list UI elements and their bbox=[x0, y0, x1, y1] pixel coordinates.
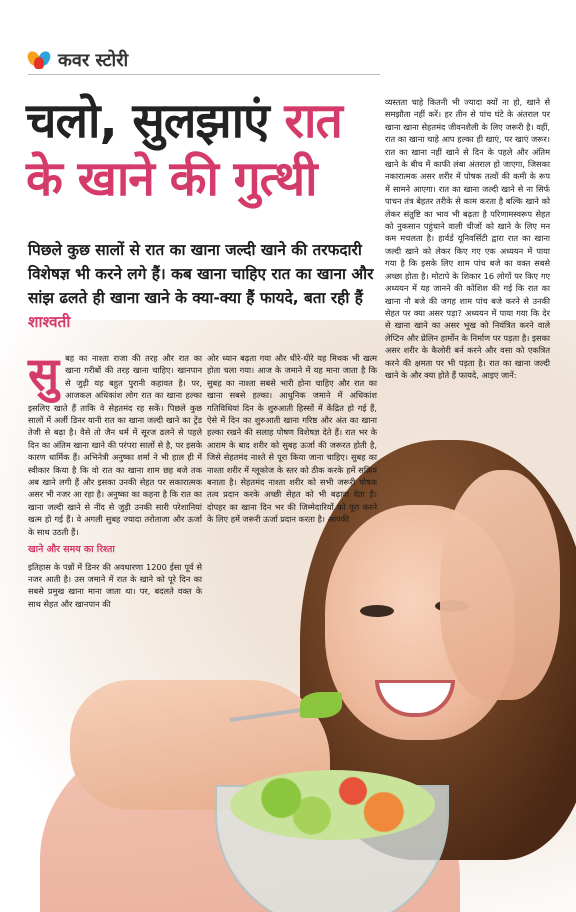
headline-accent: रात bbox=[284, 93, 342, 149]
col3-paragraph-1: व्यस्तता चाहे कितनी भी ज्यादा क्यों ना हो, खाने से समझौता नहीं करें। हर तीन से पांच घंटे के अंतराल पर खाना खाना सेहतमंद जीवनशैली के लिए जरूरी है। वहीं, रात का खाना चाहे आप हल्का ही खाएं, पर खाएं जरूर। रात का खाना नहीं खाने से दिन के पहले और अंतिम खाने के बीच में काफी लंबा अंतराल हो जाएगा, जिसका नकारात्मक असर शरीर में पोषक तत्वों की कमी के रूप में सामने आएगा। रात का खाना जल्दी खाने से ना सिर्फ पाचन तंत्र बेहतर तरीके से काम करता है बल्कि खाने को लेकर संतुष्टि का भाव भी बढ़ता है परिणामस्वरूप सेहत को नुकसान पहुंचाने वाली चीजों को खाने के लिए मन कम मचलता है। हार्वर्ड यूनिवर्सिटी द्वारा रात का खाना जल्दी खाने को लेकर किए गए एक अध्ययन में पाया गया है कि इसके लिए शाम पांच बजे का वक्त सबसे अच्छा होता है। मोटापे के शिकार 16 लोगों पर किए गए अध्ययन में यह जानने की कोशिश की गई कि रात का खाना नौ बजे की जगह शाम पांच बजे करने से उनकी सेहत पर क्या असर पड़ा? अध्ययन में पाया गया कि देर से खाना खाने का असर भूख को नियंत्रित करने वाले लेप्टिन और घ्रेलिन हार्मोन के निर्माण पर पड़ता है। इसका असर शरीर के कैलोरी बर्न करने और वसा को एकत्रित करने की क्षमता पर भी पड़ता है। रात का खाना जल्दी खाने के और क्या होते हैं फायदे, आइए जानें: bbox=[385, 97, 550, 380]
salad-shape bbox=[230, 770, 435, 840]
hand-on-head-shape bbox=[440, 470, 560, 700]
flower-logo-icon bbox=[28, 49, 52, 71]
col2-paragraph-1: ओर ध्यान बढ़ता गया और धीरे-धीरे यह मिथक भी खत्म होता चला गया। आज के जमाने में यह माना जाता है कि सुबह का नाश्ता सबसे भारी होना चाहिए और रात का खाना सबसे हल्का। आधुनिक जमाने में अधिकांश गतिविधियां दिन के शुरुआती हिस्सों में केंद्रित हो गई हैं, ऐसे में दिन का शुरुआती खाना गरिष्ठ और अंत का खाना हल्का रखने की सलाह पोषण विशेषज्ञ देते हैं। रात भर के आराम के बाद शरीर को सुबह ऊर्जा की जरूरत होती है, जिसे सेहतमंद नाश्ते से पूरा किया जाना चाहिए। सुबह का नाश्ता शरीर में ग्लूकोज के स्तर को ठीक करके हमें सक्रिय बनाता है। सेहतमंद नाश्ता शरीर को सभी जरूरी पोषक तत्व प्रदान करके अच्छी सेहत को भी बढ़ावा देता है। दोपहर का खाना दिन भर की जिम्मेदारियों को पूरा करने के लिए हमें जरूरी ऊर्जा प्रदान करता है। आपकी bbox=[207, 353, 377, 525]
deck-text: पिछले कुछ सालों से रात का खाना जल्दी खाने की तरफदारी विशेषज्ञ भी करने लगे हैं। कब खाना चाहिए रात का खाना और सांझ ढलते ही खाना खाने के क्या-क्या हैं फायदे, बता रही हैं bbox=[28, 241, 374, 307]
byline: शाश्वती bbox=[28, 313, 71, 331]
article-column-2 bbox=[207, 352, 377, 528]
col1-paragraph-2: इतिहास के पन्नों में डिनर की अवधारणा 1200 ईसा पूर्व से नजर आती है। उस जमाने में रात के खाने को पूरे दिन का सबसे प्रमुख खाना माना जाता था। पर, बदलते वक्त के साथ सेहत और खानपान की bbox=[28, 561, 202, 609]
headline-line1: चलो, सुलझाएं bbox=[26, 93, 285, 149]
drop-cap: सु bbox=[28, 347, 60, 401]
lettuce-leaf-shape bbox=[300, 692, 342, 718]
article-column-3 bbox=[385, 96, 550, 383]
kicker-label: कवर स्टोरी bbox=[58, 50, 129, 71]
headline-line2: के खाने की गुत्थी bbox=[26, 151, 317, 207]
left-eye-shape bbox=[360, 605, 394, 617]
col1-paragraph-1: बह का नाश्ता राजा की तरह और रात का खाना गरीबों की तरह खाना चाहिए। खानपान से जुड़ी यह बहुत पुरानी कहावत है। पर, आजकल अधिकांश लोग रात का खाना हल्का इसलिए खाते हैं ताकि वे सेहतमंद रह सकें। पिछले कुछ सालों में अर्ली डिनर यानी रात का खाना जल्दी खाने का ट्रेंड तेजी से बढ़ा है। वैसे तो जैन धर्म में सूरज ढलने से पहले दिन का अंतिम खाना खाने की परंपरा सालों से है, पर इसके कारण धार्मिक हैं। अभिनेत्री अनुष्का शर्मा ने भी हाल ही में स्वीकार किया है कि वो रात का खाना शाम छह बजे तक अब खाने लगी हैं और इसका उनकी सेहत पर सकारात्मक असर भी नजर आ रहा है। अनुष्का का कहना है कि रात का खाना जल्दी खाने से नींद से जुड़ी उनकी सारी परेशानियां खत्म हो गई हैं। वे अगली सुबह ज्यादा तरोताजा और ऊर्जा के साथ उठती हैं। bbox=[28, 353, 202, 537]
page-title bbox=[26, 92, 386, 208]
section-kicker bbox=[28, 48, 128, 72]
article-column-1 bbox=[28, 347, 202, 612]
kicker-divider bbox=[28, 74, 380, 75]
standfirst bbox=[28, 238, 376, 334]
section-subhead: खाने और समय का रिश्ता bbox=[28, 544, 115, 556]
